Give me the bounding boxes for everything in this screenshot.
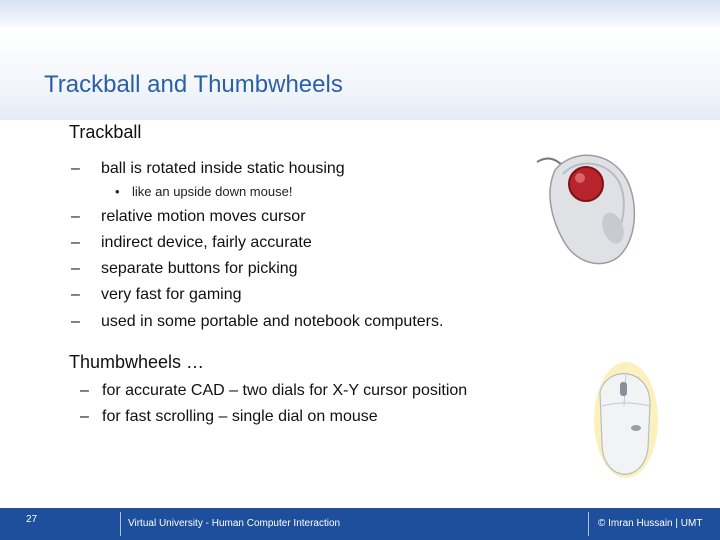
dash-marker: – <box>71 234 80 251</box>
bullet-marker: • <box>115 184 120 199</box>
credit-label: © Imran Hussain | UMT <box>598 518 703 529</box>
slide-title: Trackball and Thumbwheels <box>44 71 343 98</box>
trackball-point-notebooks <box>71 313 443 331</box>
dash-marker: – <box>71 208 80 225</box>
thumbwheels-heading: Thumbwheels … <box>69 352 205 372</box>
point-text: ball is rotated inside static housing <box>101 160 345 177</box>
thumbwheels-point-cad <box>80 382 467 400</box>
dash-marker: – <box>71 160 80 177</box>
thumbwheels-point-scrolling <box>80 408 378 426</box>
footer-divider <box>120 512 121 536</box>
thumbwheel-mouse-photo <box>594 362 658 480</box>
subpoint-text: like an upside down mouse! <box>132 184 293 199</box>
dash-marker: – <box>71 313 80 330</box>
header-band <box>0 0 720 30</box>
point-text: used in some portable and notebook computers. <box>101 313 444 330</box>
course-label: Virtual University - Human Computer Interaction <box>128 518 341 529</box>
dash-marker: – <box>71 260 80 277</box>
point-text: separate buttons for picking <box>101 260 298 277</box>
point-text: relative motion moves cursor <box>101 208 306 225</box>
trackball-point-gaming <box>71 286 242 304</box>
trackball-heading: Trackball <box>69 122 142 142</box>
dash-marker: – <box>80 408 89 425</box>
point-text: for accurate CAD – two dials for X-Y cursor position <box>102 382 468 399</box>
footer-divider <box>588 512 589 536</box>
point-text: indirect device, fairly accurate <box>101 234 312 251</box>
trackball-mouse-photo <box>533 140 643 270</box>
trackball-subpoint <box>115 184 292 199</box>
point-text: very fast for gaming <box>101 286 242 303</box>
trackball-point-relative-motion <box>71 208 306 226</box>
point-text: for fast scrolling – single dial on mouse <box>102 408 378 425</box>
trackball-point-housing <box>71 160 345 178</box>
dash-marker: – <box>71 286 80 303</box>
slide-number: 27 <box>26 514 38 525</box>
trackball-point-buttons <box>71 260 298 278</box>
dash-marker: – <box>80 382 89 399</box>
trackball-point-indirect-device <box>71 234 312 252</box>
